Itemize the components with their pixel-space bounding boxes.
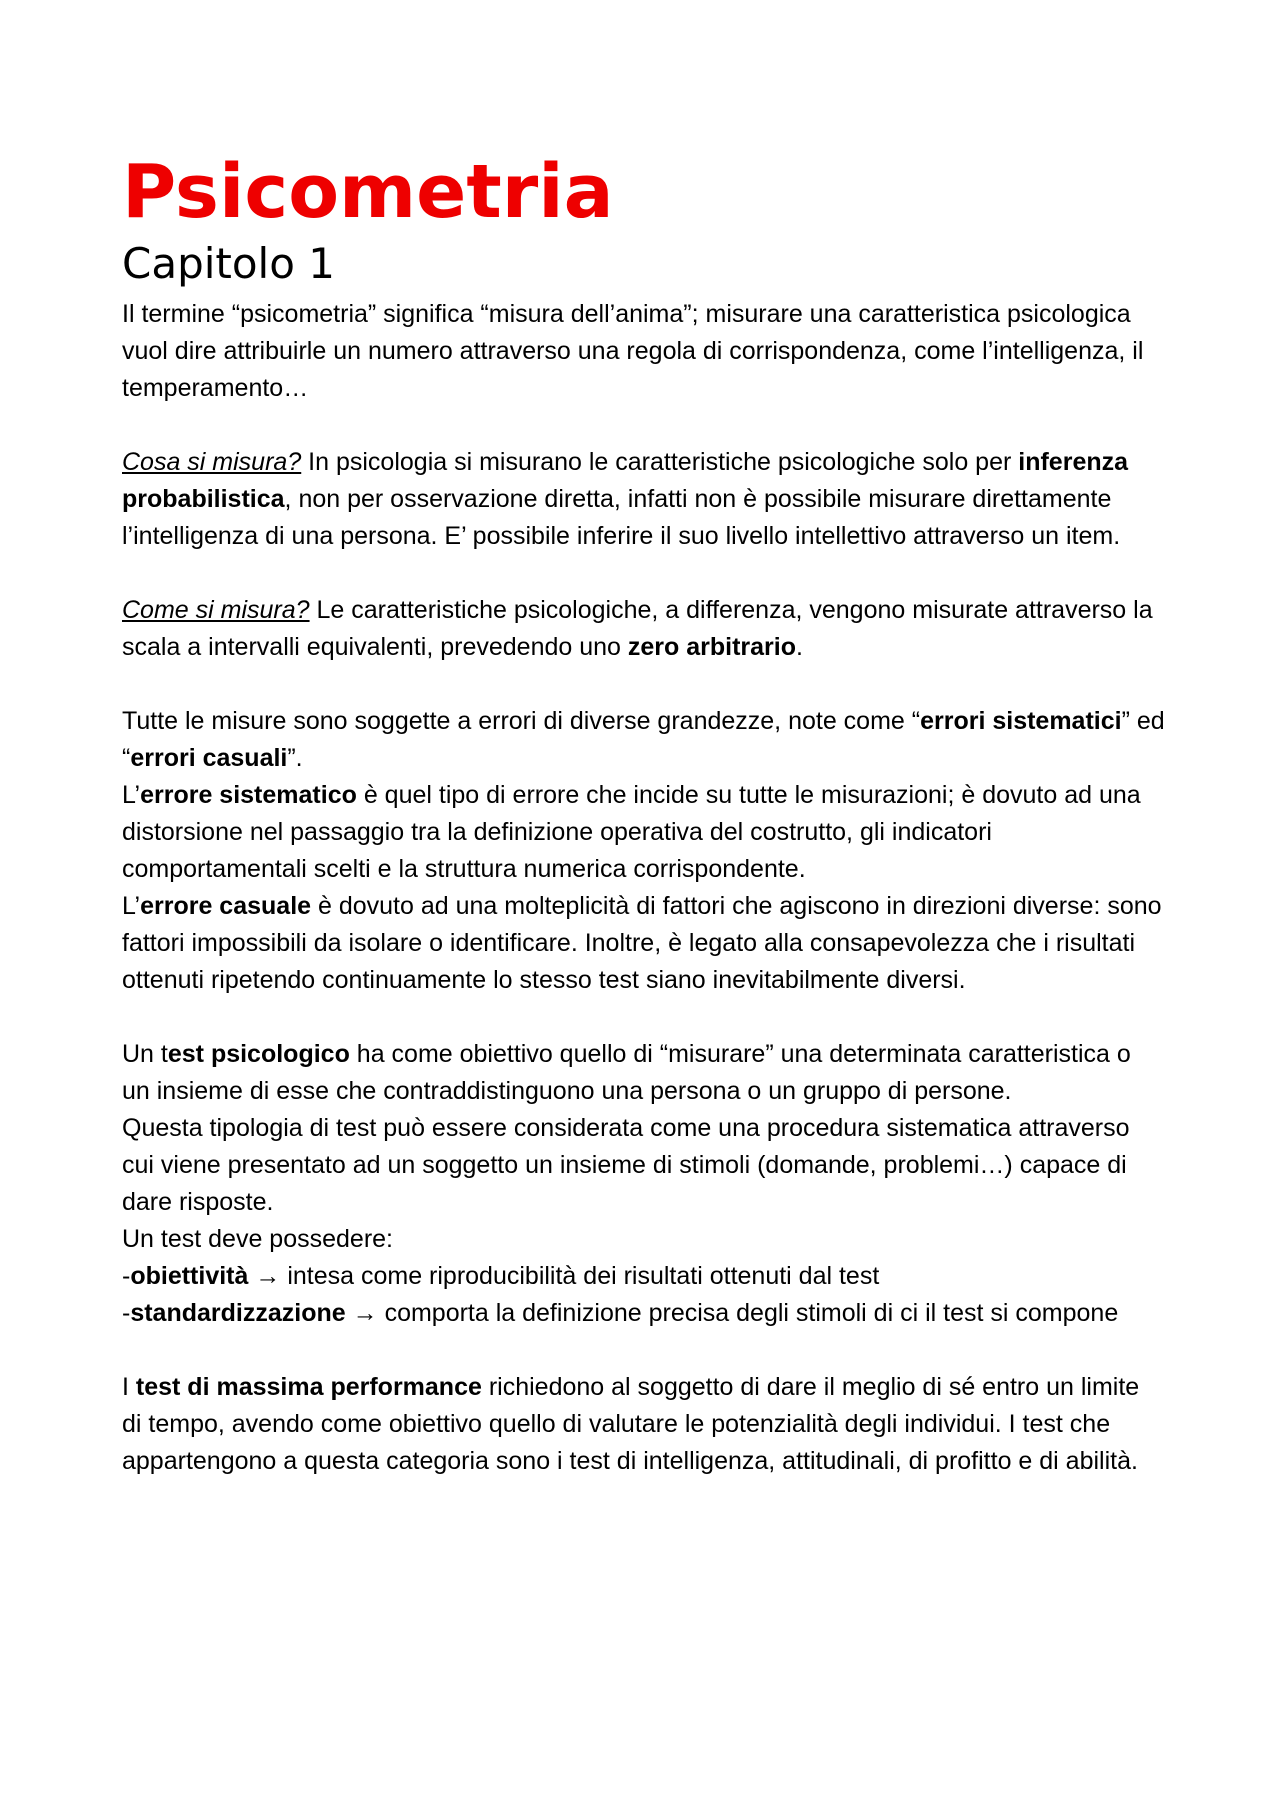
text-run: ” ed “ <box>122 706 1165 772</box>
text-run: . <box>796 632 803 661</box>
list-item-standardizzazione <box>122 1295 1165 1332</box>
arrow-right-icon: → <box>345 1298 385 1327</box>
paragraph-test-psicologico <box>122 1036 1165 1110</box>
bold-term: errore sistematico <box>140 780 357 809</box>
text-run: , non per osservazione diretta, infatti non è possibile misurare direttamente l’intelligenza di una persona. E’ possibile inferire il suo livello intellettivo attraverso un item. <box>122 484 1121 550</box>
paragraph-intro: Il termine “psicometria” significa “misura dell’anima”; misurare una caratteristica psicologica vuol dire attribuirle un numero attraverso una regola di corrispondenza, come l’intelligenza, il temperamento… <box>122 299 1144 402</box>
question-label: Come si misura? <box>122 595 310 624</box>
bold-term: errori sistematici <box>920 706 1122 735</box>
paragraph-gap <box>122 1332 1165 1369</box>
text-run: intesa come riproducibilità dei risultati ottenuti dal test <box>287 1261 880 1290</box>
paragraph-cosa-si-misura <box>122 444 1165 555</box>
text-run: I <box>122 1372 136 1401</box>
bold-term: obiettività <box>130 1261 249 1290</box>
text-run: Tutte le misure sono soggette a errori di diverse grandezze, note come “ <box>122 706 921 735</box>
text-run: è dovuto ad una molteplicità di fattori che agiscono in direzioni diverse: sono fattori impossibili da isolare o identificare. Inoltre, è legato alla consapevolezza che i risultati ottenuti ripetendo continuamente lo stesso test siano inevitabilmente diversi. <box>122 891 1162 994</box>
paragraph-gap <box>122 666 1165 703</box>
text-run: ”. <box>287 743 303 772</box>
text-run: è quel tipo di errore che incide su tutte le misurazioni; è dovuto ad una distorsione nel passaggio tra la definizione operativa del costrutto, gli indicatori comportamentali scelti e la struttura numerica corrispondente. <box>122 780 1141 883</box>
paragraph-gap <box>122 999 1165 1036</box>
text-run: comporta la definizione precisa degli stimoli di ci il test si compone <box>384 1298 1119 1327</box>
bold-term: errori casuali <box>130 743 288 772</box>
text-run: - <box>122 1261 131 1290</box>
paragraph-gap <box>122 407 1165 444</box>
paragraph-errore-sistematico <box>122 777 1165 888</box>
paragraph-errori <box>122 703 1165 777</box>
text-run: L’ <box>122 780 141 809</box>
bold-term: est psicologico <box>167 1039 350 1068</box>
paragraph-requisiti: Un test deve possedere: <box>122 1224 393 1253</box>
paragraph-come-si-misura <box>122 592 1165 666</box>
text-run: Le caratteristiche psicologiche, a differenza, vengono misurate attraverso la scala a intervalli equivalenti, prevedendo uno <box>122 595 1153 661</box>
text-run: - <box>122 1298 131 1327</box>
arrow-right-icon: → <box>248 1261 288 1290</box>
text-run: ha come obiettivo quello di “misurare” una determinata caratteristica o un insieme di esse che contraddistinguono una persona o un gruppo di persone. <box>122 1039 1131 1105</box>
paragraph-procedura: Questa tipologia di test può essere considerata come una procedura sistematica attraverso cui viene presentato ad un soggetto un insieme di stimoli (domande, problemi…) capace di dare risposte. <box>122 1113 1130 1216</box>
text-run: L’ <box>122 891 141 920</box>
paragraph-massima-performance <box>122 1369 1165 1480</box>
bold-term: test di massima performance <box>135 1372 482 1401</box>
bold-term: errore casuale <box>140 891 312 920</box>
bold-term: inferenza probabilistica <box>122 447 1129 513</box>
text-run: In psicologia si misurano le caratteristiche psicologiche solo per <box>301 447 1019 476</box>
chapter-heading: Capitolo 1 <box>122 239 335 289</box>
question-label: Cosa si misura? <box>122 447 302 476</box>
paragraph-errore-casuale <box>122 888 1165 999</box>
text-run: Un t <box>122 1039 168 1068</box>
bold-term: zero arbitrario <box>627 632 796 661</box>
document-title: Psicometria <box>122 149 614 235</box>
text-run: richiedono al soggetto di dare il meglio di sé entro un limite di tempo, avendo come obiettivo quello di valutare le potenzialità degli individui. I test che appartengono a questa categoria sono i test di intelligenza, attitudinali, di profitto e di abilità. <box>122 1372 1140 1475</box>
paragraph-gap <box>122 555 1165 592</box>
list-item-obiettivita <box>122 1258 1165 1295</box>
bold-term: standardizzazione <box>130 1298 346 1327</box>
